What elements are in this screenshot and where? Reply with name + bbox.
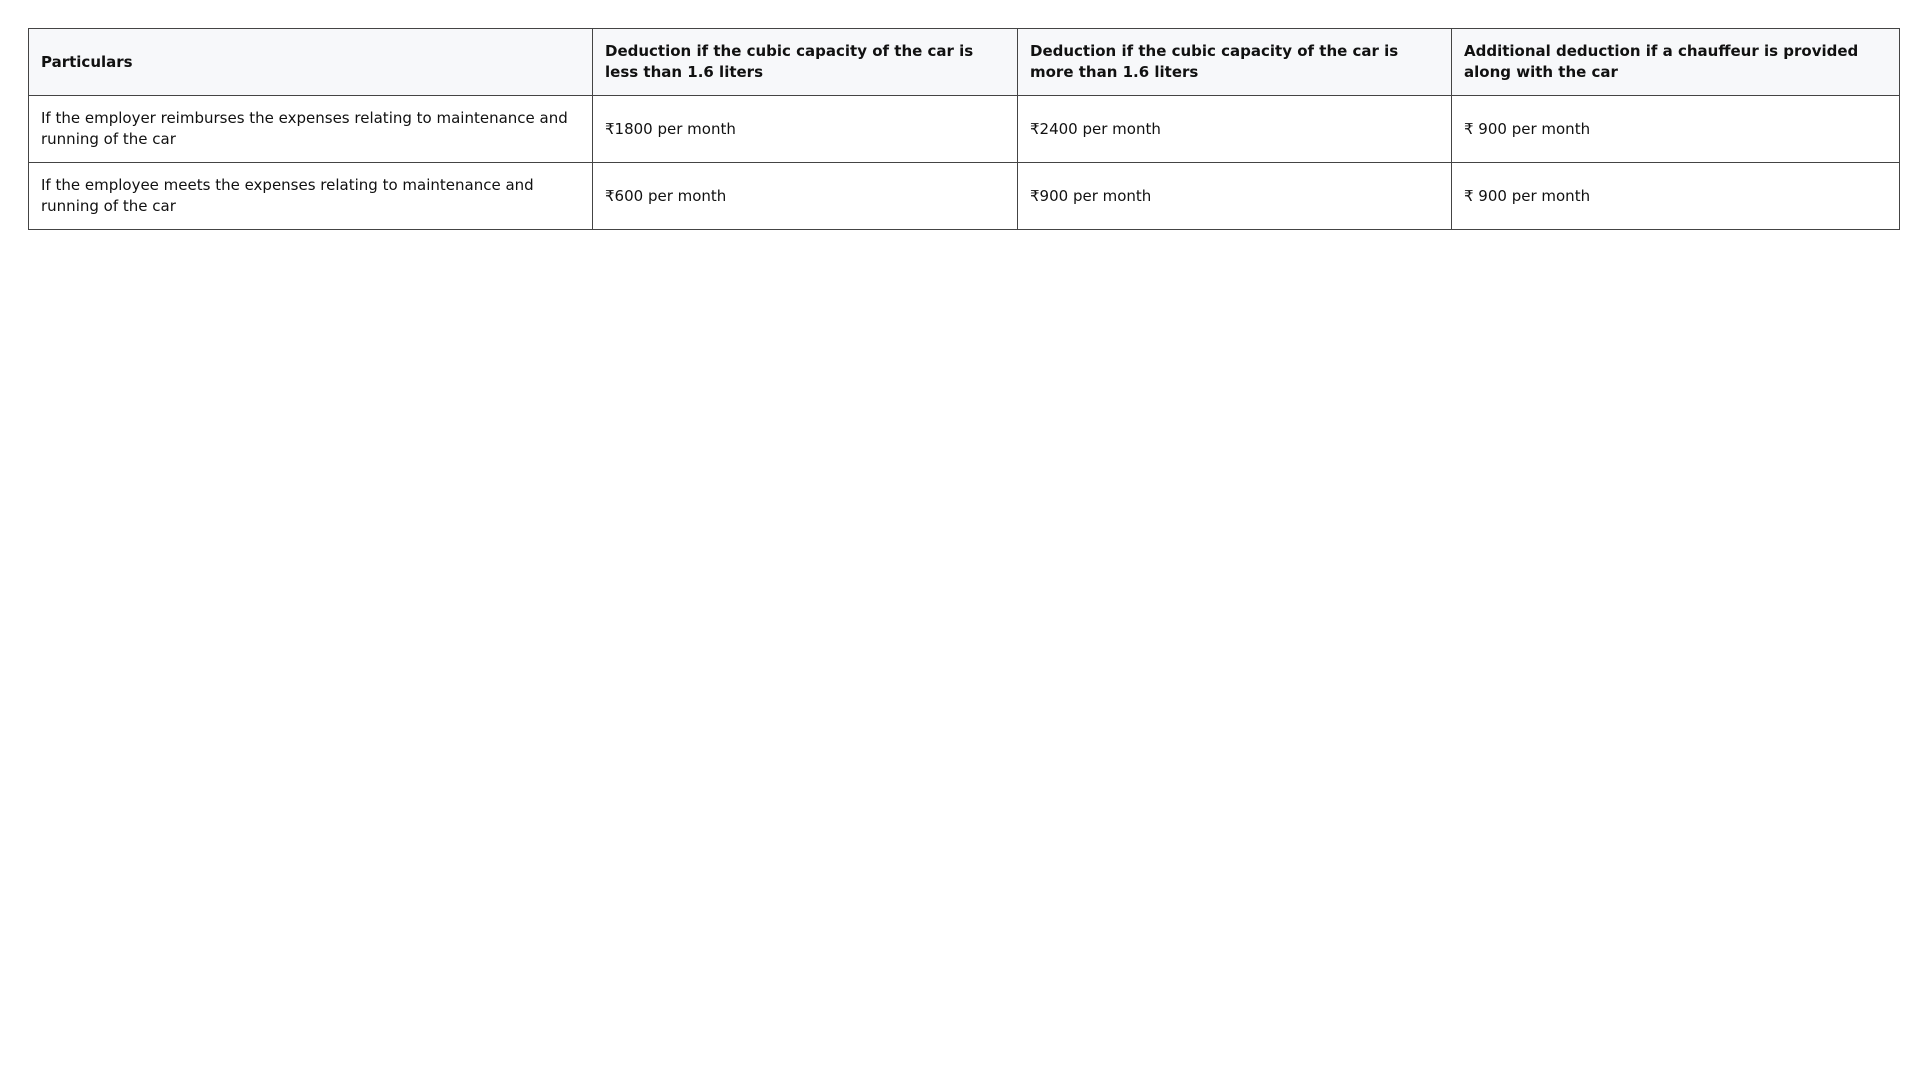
row-particulars-cell: If the employee meets the expenses relating to maintenance and running of the car: [29, 163, 593, 230]
row-more-than-cell: ₹2400 per month: [1018, 96, 1452, 163]
header-deduction-less-than-1-6: Deduction if the cubic capacity of the car is less than 1.6 liters: [593, 29, 1018, 96]
table-header: [29, 29, 1900, 96]
header-additional-chauffeur-deduction: Additional deduction if a chauffeur is provided along with the car: [1452, 29, 1900, 96]
deduction-table-container: [28, 28, 1899, 230]
header-deduction-more-than-1-6: Deduction if the cubic capacity of the car is more than 1.6 liters: [1018, 29, 1452, 96]
header-particulars: Particulars: [29, 29, 593, 96]
table-row: [29, 163, 1900, 230]
table-row: [29, 96, 1900, 163]
row-chauffeur-cell: ₹ 900 per month: [1452, 96, 1900, 163]
row-more-than-cell: ₹900 per month: [1018, 163, 1452, 230]
deduction-table: [28, 28, 1900, 230]
row-particulars-cell: If the employer reimburses the expenses relating to maintenance and running of the car: [29, 96, 593, 163]
header-row: [29, 29, 1900, 96]
row-less-than-cell: ₹600 per month: [593, 163, 1018, 230]
row-less-than-cell: ₹1800 per month: [593, 96, 1018, 163]
row-chauffeur-cell: ₹ 900 per month: [1452, 163, 1900, 230]
table-body: [29, 96, 1900, 230]
